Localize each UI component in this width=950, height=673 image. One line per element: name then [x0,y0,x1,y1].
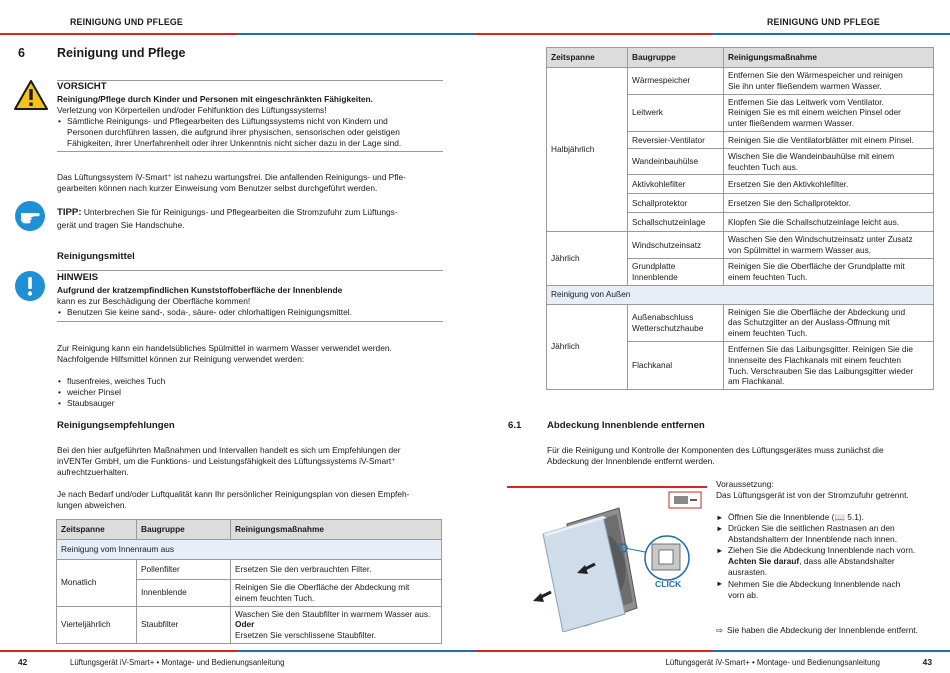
table-cell-component: Windschutzeinsatz [628,232,724,259]
table-cell-action: Reinigen Sie die Ventilatorblätter mit einem Pinsel. [724,131,934,148]
table-cell-component: Innenblende [137,580,231,607]
caution-bullet-line: Personen durchführen lassen, die aufgrund ihrer physischen, sensorischen oder geistigen [67,127,400,138]
step-item [716,545,946,578]
right-header-rule [475,33,950,35]
footer-right: Lüftungsgerät iV-Smart+ • Montage- und Bedienungsanleitung [665,658,880,667]
cell-line: feuchten Tuch aus. [728,161,799,172]
table-row [547,68,934,95]
table-cell-action [724,304,934,341]
subsection-number: 6.1 [508,420,522,431]
cell-line: einem feuchten Tuch. [728,271,808,282]
table-cell-action [231,606,442,643]
note-top-rule [57,270,443,271]
caution-bullet [57,116,447,149]
result-line [716,625,918,636]
table-header-row [57,520,442,540]
subsection-title: Abdeckung Innenblende entfernen [547,420,705,431]
left-running-header: REINIGUNG UND PFLEGE [70,17,183,27]
caution-bullet-line: Sämtliche Reinigungs- und Pflegearbeiten des Lüftungssystems nicht von Kindern und [67,116,388,126]
result-text: Sie haben die Abdeckung der Innenblende entfernt. [727,625,918,635]
column-header: Baugruppe [137,520,231,540]
prerequisite-text: Das Lüftungsgerät ist von der Stromzufuhr getrennt. [716,490,909,500]
cleaning-table-indoor [56,519,442,644]
result-arrow-icon: ⇨ [716,625,724,635]
step-item [716,523,946,545]
section-title: Reinigung und Pflege [57,46,186,60]
table-cell-component: Staubfilter [137,606,231,643]
subheading-recommendations: Reinigungsempfehlungen [57,420,175,431]
left-footer-rule [0,650,475,652]
note-label: HINWEIS [57,272,99,283]
paragraph-plan-2: lungen abweichen. [57,500,127,510]
cell-line: Innenseite des Flachkanals mit einem feuchten [728,354,901,365]
cell-line: Außenabschluss [632,311,694,322]
intro-line-2: gearbeiten können nach kurzer Einweisung vom Benutzer selbst durchgeführt werden. [57,183,378,193]
table-cell-component: Flachkanal [628,341,724,389]
tip-label: TIPP: [57,207,82,218]
subheading-cleaning-agents: Reinigungsmittel [57,251,135,262]
step-text: vorn ab. [728,589,759,600]
cell-line: Reinigen Sie es mit einem weichen Pinsel oder [728,107,901,118]
tip-hand-icon [14,200,46,232]
column-header: Zeitspanne [547,48,628,68]
table-cell-component [628,259,724,286]
caution-top-rule [57,80,443,81]
table-cell-component [628,304,724,341]
page-number-left: 42 [18,657,28,667]
warning-icon [14,80,48,110]
step-item [716,512,946,523]
table-row [547,232,934,259]
step-item [716,579,946,601]
table-cell-interval: Vierteljährlich [57,606,137,643]
cell-line: unter fließendem warmen Wasser. [728,118,855,129]
removal-illustration [507,486,707,632]
cell-line: Waschen Sie den Windschutzeinsatz unter Zusatz [728,234,913,245]
cell-line: Entfernen Sie das Leitwerk vom Ventilator. [728,96,884,107]
step-text: Nehmen Sie die Abdeckung Innenblende nach [728,578,901,589]
table-cell-component: Reversier-Ventilator [628,131,724,148]
note-bottom-rule [57,321,443,322]
table-cell-action: Ersetzen Sie den verbrauchten Filter. [231,560,442,580]
caution-list [57,116,447,149]
table-cell-action: Ersetzen Sie den Aktivkohlefilter. [724,175,934,194]
cell-line: am Flachkanal. [728,376,785,387]
table-cell-component: Schallschutzeinlage [628,213,724,232]
cell-line: Reinigen Sie die Oberfläche der Grundplatte mit [728,261,905,272]
list-item: • flusenfreies, weiches Tuch [57,376,165,387]
note-bullet: • Benutzen Sie keine sand-, soda-, säure- oder chlorhaltigen Reinigungsmittel. [57,307,447,318]
note-text: kann es zur Beschädigung der Oberfläche kommen! [57,296,251,306]
cell-line: Sie ihn unter fließendem warmen Wasser. [728,80,882,91]
prerequisite-label: Voraussetzung: [716,479,774,489]
table-cell-interval: Halbjährlich [547,68,628,232]
cell-line: einem feuchten Tuch. [728,328,808,339]
step-text: , dass alle Abstandshalter [799,556,895,567]
tip-text-1: Unterbrechen Sie für Reinigungs- und Pflegearbeiten die Stromzufuhr zum Lüftungs- [81,207,398,217]
table-section-row [547,285,934,304]
step-text-bold: Achten Sie darauf [728,556,800,567]
paragraph-recommendations-2: inVENTer GmbH, um die Funktions- und Leistungsfähigkeit des Lüftungssystems iV-Smart⁺ [57,456,396,466]
cell-line: Entfernen Sie das Laibungsgitter. Reinigen Sie die [728,343,913,354]
note-list [57,307,447,318]
table-cell-action [724,341,934,389]
paragraph-recommendations-3: aufrechtzuerhalten. [57,467,129,477]
cell-line: Reinigen Sie die Oberfläche der Abdeckung und [728,306,906,317]
right-running-header: REINIGUNG UND PFLEGE [767,17,880,27]
column-header: Zeitspanne [57,520,137,540]
column-header: Reinigungsmaßnahme [724,48,934,68]
footer-left: Lüftungsgerät iV-Smart+ • Montage- und Bedienungsanleitung [70,658,285,667]
tip-text-2: gerät und tragen Sie Handschuhe. [57,219,185,230]
cell-line: Innenblende [632,271,678,282]
cell-line: Reinigen Sie die Oberfläche der Abdeckung mit [235,582,410,592]
cell-line: Waschen Sie den Staubfilter in warmem Wasser aus. [235,608,431,619]
table-cell-action [724,94,934,131]
table-cell-action: Ersetzen Sie den Schallprotektor. [724,194,934,213]
cell-line: Grundplatte [632,261,676,272]
list-item: • Staubsauger [57,398,165,409]
cell-line: das Schutzgitter an der Auslass-Öffnung mit [728,317,890,328]
table-section-label: Reinigung vom Innenraum aus [57,540,442,560]
exclamation-icon [14,270,46,302]
table-cell-component: Pollenfilter [137,560,231,580]
caution-text: Verletzung von Körperteilen und/oder Fehlfunktion des Lüftungssystems! [57,105,327,115]
paragraph-remove-1: Für die Reinigung und Kontrolle der Komponenten des Lüftungsgerätes muss zunächst die [547,445,884,455]
cell-line: Wetterschutzhaube [632,322,704,333]
table-cell-action [724,232,934,259]
cell-line-bold: Oder [235,619,255,630]
step-text: Öffnen Sie die Innenblende (📖 5.1). [728,512,864,522]
step-text: ausrasten. [728,567,768,578]
cell-line: Ersetzen Sie verschlissene Staubfilter. [235,630,377,641]
intro-line-1: Das Lüftungssystem iV-Smart⁺ ist nahezu wartungsfrei. Die anfallenden Reinigungs- und Pfle- [57,172,406,182]
paragraph-recommendations-1: Bei den hier aufgeführten Maßnahmen und Intervallen handelt es sich um Empfehlungen der [57,445,401,455]
table-cell-action [231,580,442,607]
table-section-label: Reinigung von Außen [547,285,934,304]
steps-list [716,512,946,601]
table-cell-action [724,148,934,175]
column-header: Baugruppe [628,48,724,68]
right-footer-rule [475,650,950,652]
table-row [57,560,442,580]
table-cell-action [724,259,934,286]
table-cell-action [724,68,934,95]
table-section-row [57,540,442,560]
table-cell-component: Aktivkohlefilter [628,175,724,194]
page-number-right: 43 [922,657,932,667]
table-cell-interval: Jährlich [547,304,628,389]
paragraph-detergent-2: Nachfolgende Hilfsmittel können zur Reinigung verwendet werden: [57,354,305,364]
caution-title: Reinigung/Pflege durch Kinder und Personen mit eingeschränkten Fähigkeiten. [57,94,373,104]
column-header: Reinigungsmaßnahme [231,520,442,540]
table-cell-component: Schallprotektor [628,194,724,213]
paragraph-remove-2: Abdeckung der Innenblende entfernt werden. [547,456,715,466]
table-cell-component: Leitwerk [628,94,724,131]
caution-label: VORSICHT [57,81,107,92]
cell-line: einem feuchten Tuch. [235,592,315,603]
note-title: Aufgrund der kratzempfindlichen Kunststoffoberfläche der Innenblende [57,285,343,295]
table-row [547,304,934,341]
caution-bottom-rule [57,151,443,152]
table-row [57,606,442,643]
paragraph-plan-1: Je nach Bedarf und/oder Luftqualität kann Ihr persönlicher Reinigungsplan von diesen Empfeh- [57,489,410,499]
caution-bullet-line: Fähigkeiten, ihrer Unerfahrenheit oder ihrer Unkenntnis nicht sicher dazu in der Lage sind. [67,138,402,149]
cell-line: von Spülmittel in warmem Wasser aus. [728,245,872,256]
table-cell-interval: Jährlich [547,232,628,285]
table-cell-interval: Monatlich [57,560,137,607]
click-label: CLICK [655,579,682,589]
cleaning-aids-list [57,376,165,409]
cell-line: Wischen Sie die Wandeinbauhülse mit einem [728,150,895,161]
paragraph-detergent-1: Zur Reinigung kann ein handelsübliches Spülmittel in warmem Wasser verwendet werden. [57,343,392,353]
left-header-rule [0,33,475,35]
cell-line: Entfernen Sie den Wärmespeicher und reinigen [728,70,903,80]
step-text: Drücken Sie die seitlichen Rastnasen an den [728,523,895,534]
table-header-row [547,48,934,68]
table-cell-component: Wärmespeicher [628,68,724,95]
section-number: 6 [18,46,25,60]
cell-line: Tuch. Verschrauben Sie das Laibungsgitter wieder [728,365,914,376]
cleaning-table-continued [546,47,934,390]
list-item: • weicher Pinsel [57,387,165,398]
step-text: Ziehen Sie die Abdeckung Innenblende nach vorn. [728,545,916,556]
table-cell-action: Klopfen Sie die Schallschutzeinlage leicht aus. [724,213,934,232]
step-text: Abstandshaltern der Innenblende nach innen. [728,534,898,545]
table-cell-component: Wandeinbauhülse [628,148,724,175]
